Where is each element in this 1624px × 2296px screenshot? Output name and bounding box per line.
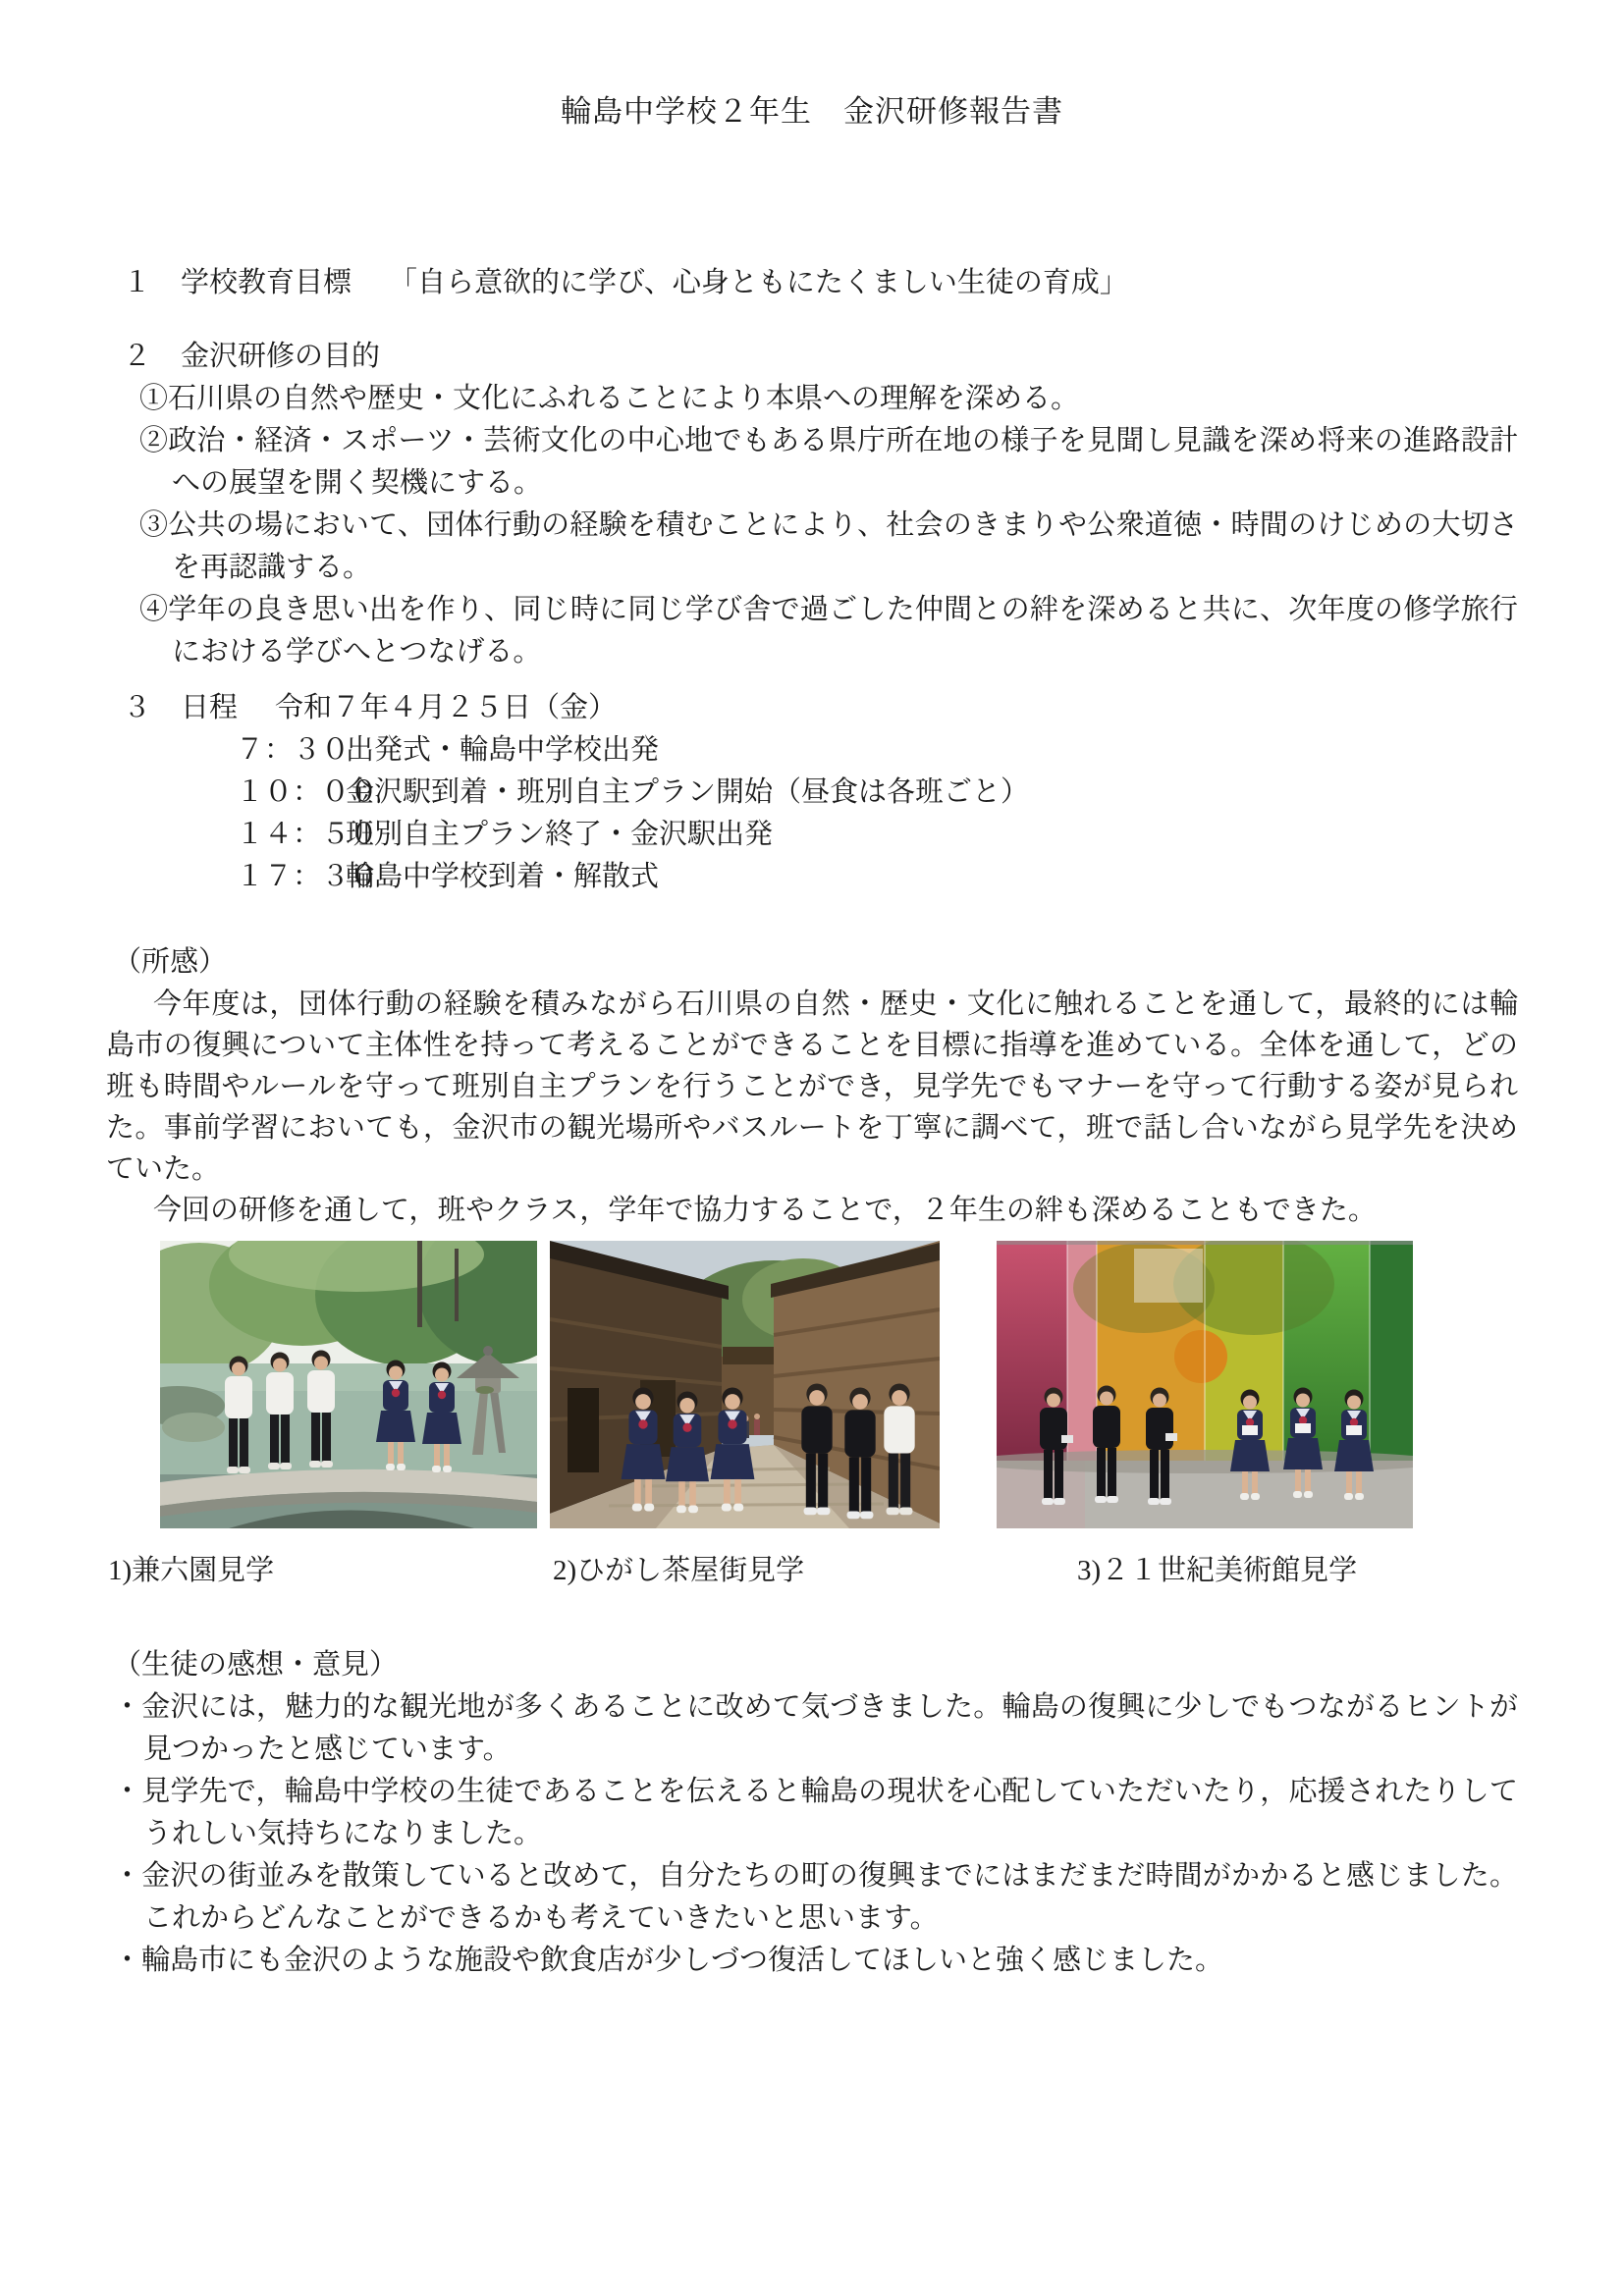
- feedback-text: 金沢の街並みを散策していると改めて，自分たちの町の復興までにはまだまだ時間がかかると感じました。これからどんなことができるかも考えていきたいと思います。: [141, 1860, 1518, 1934]
- section-school-goal: [123, 262, 1518, 304]
- impressions-paragraph: 今年度は，団体行動の経験を積みながら石川県の自然・歴史・文化に触れることを通して，最終的には輪島市の復興について主体性を持って考えることができることを目標に指導を進めている。全体を通して，どの班も時間やルールを守って班別自主プランを行うことができ，見学先でもマナーを守って行動する姿が見られた。事前学習においても，金沢市の観光場所やバスルートを丁寧に調べて，班で話し合いながら見学先を決めていた。: [106, 988, 1518, 1185]
- section-number: １: [123, 267, 152, 298]
- schedule-time: １７：３０: [236, 861, 379, 892]
- schedule-heading: [123, 687, 1518, 729]
- schedule-row: [236, 856, 1518, 898]
- feedback-text: 輪島市にも金沢のような施設や飲食店が少しづつ復活してほしいと強く感じました。: [141, 1945, 1224, 1976]
- photo-caption: 1)兼六園見学: [108, 1555, 275, 1586]
- purpose-item: ④学年の良き思い出を作り、同じ時に同じ学び舎で過ごした仲間との絆を深めると共に、次年度の修学旅行における学びへとつなげる。: [139, 594, 1518, 667]
- schedule-event: 金沢駅到着・班別自主プラン開始（昼食は各班ごと）: [346, 776, 1030, 808]
- photo-higashi-chaya: [550, 1241, 940, 1528]
- photo-21st-century-museum: [997, 1241, 1413, 1528]
- schedule-event: 輪島中学校到着・解散式: [346, 861, 660, 892]
- photo-captions: [106, 1550, 1518, 1593]
- feedback-heading: （生徒の感想・意見）: [113, 1649, 399, 1681]
- schedule-row: [236, 729, 1518, 772]
- photo-kenrokuen: [160, 1241, 537, 1528]
- purpose-item: ③公共の場において、団体行動の経験を積むことにより、社会のきまりや公衆道徳・時間のけじめの大切さを再認識する。: [139, 509, 1518, 583]
- page-title: 輪島中学校２年生 金沢研修報告書: [561, 94, 1063, 129]
- schedule-time: ７：３０: [236, 734, 351, 766]
- feedback-item: [106, 1771, 1518, 1855]
- photo-caption: 3)２１世紀美術館見学: [1077, 1555, 1358, 1586]
- schedule-date: 令和７年４月２５日（金）: [275, 692, 618, 723]
- section-heading: 学校教育目標: [181, 267, 352, 298]
- section-purpose-heading: [123, 336, 1518, 378]
- purpose-list: [123, 378, 1518, 673]
- section-impressions: [106, 941, 1518, 1231]
- bullet-marker: ・: [113, 1691, 142, 1723]
- impressions-paragraph: 今回の研修を通して，班やクラス，学年で協力することで，２年生の絆も深めることもできた。: [153, 1195, 1377, 1226]
- section-number: ３: [123, 692, 152, 723]
- impressions-heading: （所感）: [113, 946, 228, 978]
- schedule-event: 班別自主プラン終了・金沢駅出発: [346, 819, 774, 850]
- school-goal-text: 「自ら意欲的に学び、心身ともにたくましい生徒の育成」: [389, 267, 1128, 298]
- schedule-time: １４：５０: [236, 819, 379, 850]
- feedback-item: [106, 1855, 1518, 1940]
- section-heading: 金沢研修の目的: [181, 341, 381, 372]
- section-number: ２: [123, 341, 152, 372]
- purpose-item: ②政治・経済・スポーツ・芸術文化の中心地でもある県庁所在地の様子を見聞し見識を深め将来の進路設計への展望を開く契機にする。: [139, 425, 1518, 499]
- bullet-marker: ・: [113, 1776, 142, 1807]
- feedback-text: 金沢には，魅力的な観光地が多くあることに改めて気づきました。輪島の復興に少しでもつながるヒントが見つかったと感じています。: [141, 1691, 1518, 1765]
- feedback-item: [106, 1940, 1518, 1982]
- schedule-time: １０：００: [236, 776, 379, 808]
- schedule-rows: [106, 729, 1518, 898]
- section-student-feedback: [106, 1644, 1518, 1982]
- photo-caption: 2)ひがし茶屋街見学: [553, 1555, 805, 1586]
- schedule-row: [236, 814, 1518, 856]
- schedule-row: [236, 772, 1518, 814]
- schedule-event: 出発式・輪島中学校出発: [346, 734, 660, 766]
- section-heading: 日程: [181, 692, 239, 723]
- feedback-item: [106, 1686, 1518, 1771]
- bullet-marker: ・: [113, 1945, 142, 1976]
- photo-row: [160, 1241, 1518, 1528]
- section-schedule: [106, 687, 1518, 898]
- purpose-item: ①石川県の自然や歴史・文化にふれることにより本県への理解を深める。: [139, 383, 1080, 414]
- bullet-marker: ・: [113, 1860, 142, 1892]
- feedback-text: 見学先で，輪島中学校の生徒であることを伝えると輪島の現状を心配していただいたり，応援されたりしてうれしい気持ちになりました。: [141, 1776, 1518, 1849]
